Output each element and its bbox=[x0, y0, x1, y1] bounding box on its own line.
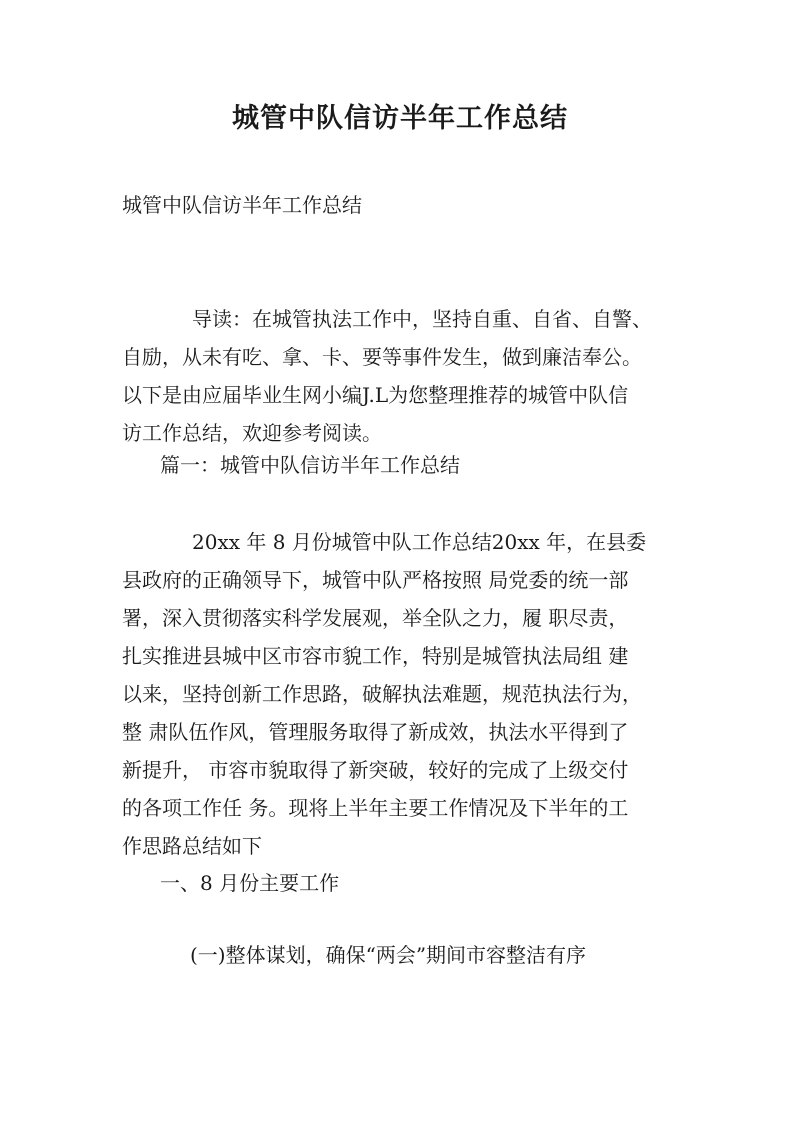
intro-line: 导读：在城管执法工作中，坚持自重、自省、自警、 bbox=[192, 307, 652, 331]
body-line: 以来，坚持创新工作思路，破解执法难题，规范执法行为， bbox=[122, 682, 642, 706]
body-line: 县政府的正确领导下，城管中队严格按照 局党委的统一部 bbox=[122, 568, 629, 592]
body-paragraph bbox=[122, 523, 702, 865]
body-line: 署，深入贯彻落实科学发展观，举全队之力，履 职尽责， bbox=[122, 606, 629, 630]
body-line: 20xx 年 8 月份城管中队工作总结20xx 年，在县委 bbox=[192, 530, 647, 554]
body-line: 整 肃队伍作风，管理服务取得了新成效，执法水平得到了 bbox=[122, 720, 629, 744]
document-subtitle: 城管中队信访半年工作总结 bbox=[122, 193, 362, 217]
body-line: 作思路总结如下 bbox=[122, 834, 262, 858]
intro-line: 访工作总结，欢迎参考阅读。 bbox=[122, 421, 382, 445]
body-line: 的各项工作任 务。现将上半年主要工作情况及下半年的工 bbox=[122, 796, 629, 820]
intro-line: 自励，从未有吃、拿、卡、要等事件发生，做到廉洁奉公。 bbox=[122, 345, 642, 369]
intro-line: 以下是由应届毕业生网小编J.L为您整理推荐的城管中队信 bbox=[122, 383, 629, 407]
body-line: 新提升， 市容市貌取得了新突破，较好的完成了上级交付 bbox=[122, 758, 629, 782]
section-heading: 篇一：城管中队信访半年工作总结 bbox=[160, 453, 460, 477]
subsection-heading: 一、8 月份主要工作 bbox=[160, 871, 340, 895]
document-title: 城管中队信访半年工作总结 bbox=[232, 103, 568, 134]
body-line: 扎实推进县城中区市容市貌工作，特别是城管执法局组 建 bbox=[122, 644, 629, 668]
subsection-heading-2: (一)整体谋划，确保“两会”期间市容整洁有序 bbox=[190, 943, 587, 967]
intro-paragraph bbox=[122, 300, 702, 452]
